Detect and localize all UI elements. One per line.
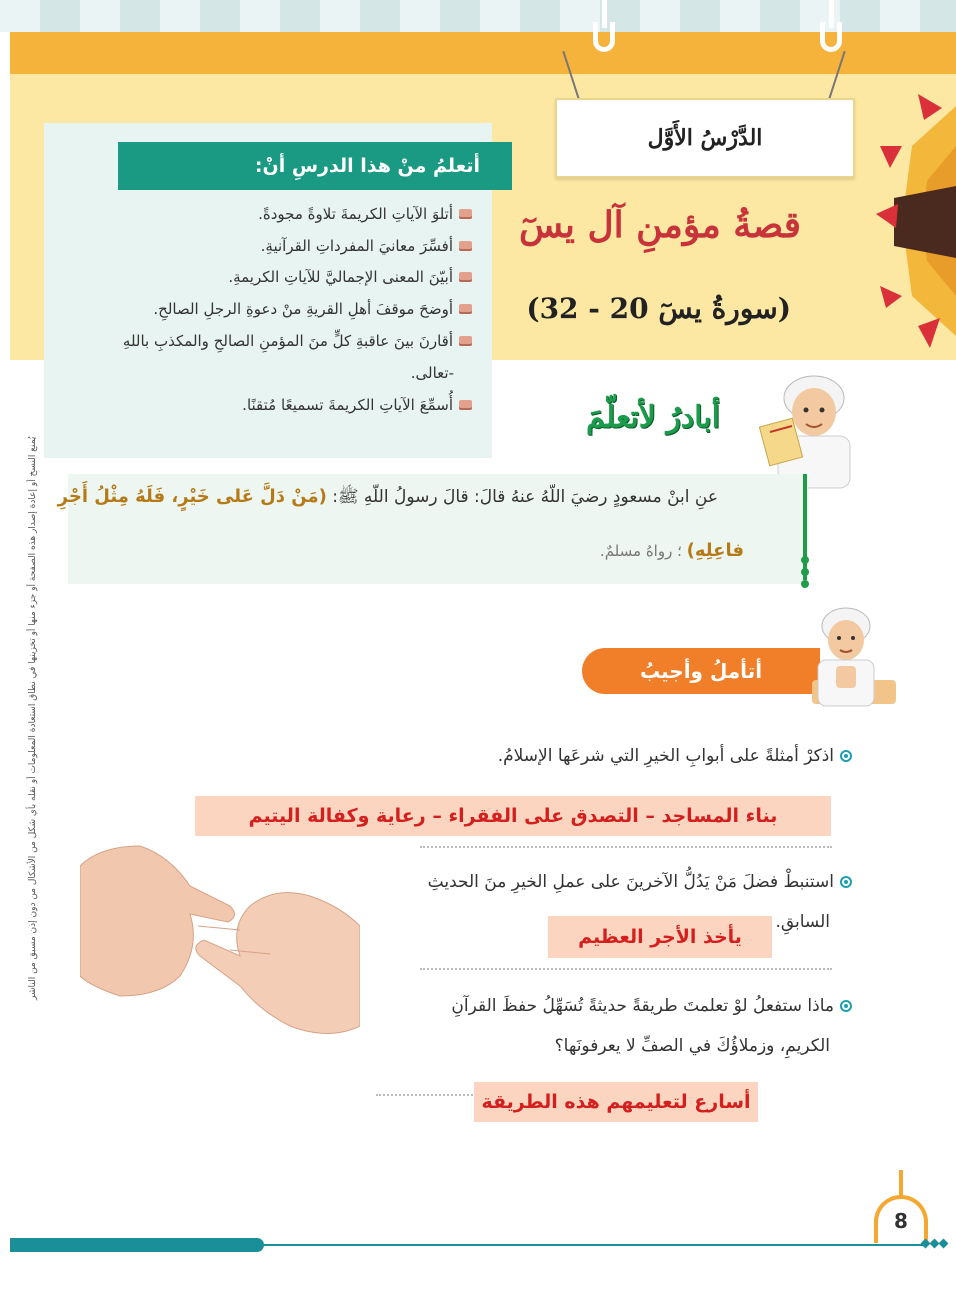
objectives-header xyxy=(118,142,512,190)
hadith-quote-end: فاعِلِهِ) xyxy=(686,540,744,561)
objective-text: أتلوَ الآياتِ الكريمةَ تلاوةً مجودةً. xyxy=(258,205,453,223)
hadith-source: ؛ رواهُ مسلمٌ. xyxy=(599,542,682,560)
hadith-quote: (مَنْ دَلَّ عَلى خَيْرٍ، فَلَهُ مِثْلُ أَجْرِ xyxy=(57,486,327,507)
question-text: الكريمِ، وزملاؤُكَ في الصفِّ لا يعرفونَها؟ xyxy=(554,1036,830,1056)
student-reading-icon xyxy=(756,360,866,490)
hadith-line-2 xyxy=(600,540,744,561)
question-2-continued xyxy=(775,912,830,932)
objective-text: أقارنَ بينَ عاقبةِ كلٍّ منَ المؤمنِ الصالحِ والمكذبِ باللهِ xyxy=(122,332,453,350)
think-heading: أتأملُ وأجيبُ xyxy=(639,659,763,683)
dot-icon xyxy=(801,556,809,564)
page-number: 8 xyxy=(894,1209,908,1233)
dotted-divider xyxy=(420,846,832,848)
question-text: اذكرْ أمثلةً على أبوابِ الخيرِ التي شرعَها الإسلامُ. xyxy=(497,746,834,766)
page-ornament-stem xyxy=(899,1170,903,1196)
question-text: استنبطْ فضلَ مَنْ يَدُلُّ الآخرينَ على عملِ الخيرِ منَ الحديثِ xyxy=(427,872,834,892)
objective-text: أُسمِّعَ الآياتِ الكريمةَ تسميعًا مُتقنًا. xyxy=(242,396,453,414)
surah-reference: (سورةُ يسٓ 20 - 32) xyxy=(526,292,791,325)
dotted-divider xyxy=(376,1094,476,1096)
hook-stem xyxy=(602,0,607,28)
hadith-line-1 xyxy=(58,486,718,511)
helping-hands-icon xyxy=(80,826,360,1056)
lesson-label: الدَّرْسُ الأَوَّل xyxy=(647,125,763,151)
lesson-sign xyxy=(555,98,855,178)
target-icon xyxy=(840,750,852,762)
think-answer-banner xyxy=(582,648,820,694)
lesson-title: قصةُ مؤمنِ آل يسٓ xyxy=(519,204,801,246)
book-icon xyxy=(459,336,472,346)
hook-stem xyxy=(829,0,834,28)
objective-text: أفسِّرَ معانيَ المفرداتِ القرآنيةِ. xyxy=(260,237,453,255)
page-number-badge xyxy=(874,1195,928,1243)
objective-item xyxy=(123,332,472,350)
objective-item xyxy=(258,205,472,223)
student-thinking-icon xyxy=(806,600,886,710)
objective-item xyxy=(153,300,472,318)
dotted-divider xyxy=(420,968,832,970)
top-pattern-band xyxy=(0,0,956,32)
objective-item xyxy=(261,237,472,255)
dot-icon xyxy=(801,568,809,576)
answer-3: أسارع لتعليمهم هذه الطريقة xyxy=(474,1082,758,1122)
question-3 xyxy=(451,996,852,1016)
target-icon xyxy=(840,1000,852,1012)
objective-item xyxy=(242,396,472,414)
objective-text: أوضحَ موقفَ أهلِ القريةِ منْ دعوةِ الرجلِ الصالحِ. xyxy=(153,300,453,318)
question-1 xyxy=(498,746,852,766)
target-icon xyxy=(840,876,852,888)
question-text: السابقِ. xyxy=(775,912,830,932)
objectives-heading: أتعلمُ منْ هذا الدرسِ أنْ: xyxy=(254,155,480,177)
question-2 xyxy=(428,872,852,892)
objective-text: -تعالى. xyxy=(410,364,454,382)
footer-dots xyxy=(922,1240,950,1248)
islamic-ornament-icon xyxy=(872,86,956,356)
objective-text: أبيّنَ المعنى الإجماليَّ للآياتِ الكريمةِ. xyxy=(228,268,453,286)
book-icon xyxy=(459,272,472,282)
dot-icon xyxy=(801,580,809,588)
copyright-notice: يُمنع النسخ أو إعادة إصدار هذه الصفحة أو جزء منها أو تخزينها في نطاق استعادة المعلومات أو نقله بأي شكل من الأشكال من دون إذن مسبق من الناشر xyxy=(28,436,38,1000)
answer-1: بناء المساجد – التصدق على الفقراء – رعاية وكفالة اليتيم xyxy=(195,796,831,836)
footer-line xyxy=(264,1244,924,1246)
footer-bar xyxy=(10,1238,264,1252)
question-3-continued xyxy=(555,1036,830,1056)
book-icon xyxy=(459,304,472,314)
book-icon xyxy=(459,209,472,219)
orange-header-band xyxy=(10,32,956,74)
answer-2: يأخذ الأجر العظيم xyxy=(548,916,772,958)
objective-item xyxy=(228,268,472,286)
objective-item-continued xyxy=(411,364,454,382)
book-icon xyxy=(459,400,472,410)
question-text: ماذا ستفعلُ لوْ تعلمتَ طريقةً حديثةً تُسَهِّلُ حفظَ القرآنِ xyxy=(451,996,834,1016)
book-icon xyxy=(459,241,472,251)
hadith-accent-line xyxy=(803,474,807,580)
hadith-intro: عنِ ابنْ مسعودٍ رضيَ اللّهُ عنهُ قالَ: قالَ رسولُ اللّهِ ﷺ: xyxy=(332,487,718,507)
learn-heading: أبادرُ لأتعلّمَ xyxy=(586,400,720,435)
